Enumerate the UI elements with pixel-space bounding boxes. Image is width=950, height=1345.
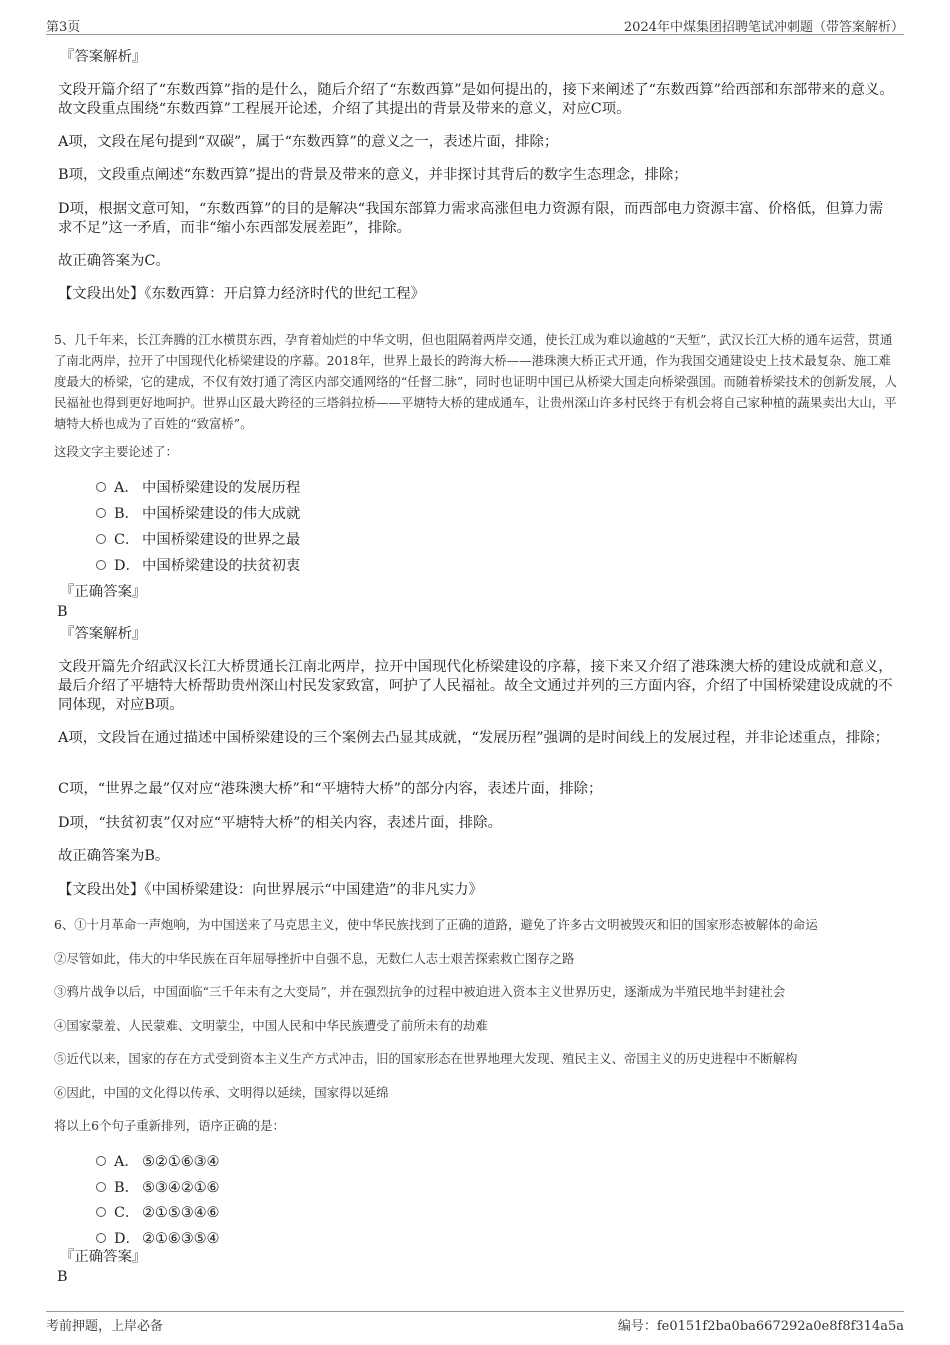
page-number: 第3页 (46, 20, 81, 35)
q4-analysis-main: 文段开篇介绍了“东数西算”指的是什么，随后介绍了“东数西算”是如何提出的，接下来阐述了“东数西算”给西部和东部带来的意义。故文段重点围绕“东数西算”工程展开论述，介绍了其提出的背景及带来的意义，对应C项。 (58, 82, 894, 117)
q6-sentence-6: ⑥因此，中国的文化得以传承、文明得以延续，国家得以延绵 (54, 1085, 389, 1100)
q5-answer: B (57, 604, 68, 620)
q6-answer: B (57, 1269, 68, 1285)
q5-conclusion: 故正确答案为B。 (58, 848, 170, 864)
q4-analysis-a: A项，文段在尾句提到“双碳”，属于“东数西算”的意义之一，表述片面，排除； (58, 134, 559, 150)
footer-doc-id: 编号：fe0151f2ba0ba667292a0e8f8f314a5a (617, 1319, 904, 1334)
q6-option-a[interactable]: A． ⑤②①⑥③④ (96, 1152, 219, 1172)
q6-sentence-5: ⑤近代以来，国家的存在方式受到资本主义生产方式冲击，旧的国家形态在世界地理大发现、殖民主义、帝国主义的历史进程中不断解构 (54, 1051, 798, 1066)
q5-analysis-main: 文段开篇先介绍武汉长江大桥贯通长江南北两岸，拉开中国现代化桥梁建设的序幕，接下来又介绍了港珠澳大桥的建设成就和意义，最后介绍了平塘特大桥帮助贵州深山村民发家致富，呵护了人民福祉。故全文通过并列的三方面内容，介绍了中国桥梁建设成就的不同体现，对应B项。 (58, 659, 893, 713)
radio-icon[interactable] (96, 560, 106, 570)
q5-answer-label: 『正确答案』 (60, 584, 147, 600)
radio-icon[interactable] (96, 1233, 106, 1243)
q6-option-d[interactable]: D． ②①⑥③⑤④ (96, 1229, 219, 1249)
radio-icon[interactable] (96, 1156, 106, 1166)
radio-icon[interactable] (96, 534, 106, 544)
q6-sentence-2: ②尽管如此，伟大的中华民族在百年屈辱挫折中自强不息，无数仁人志士艰苦探索救亡图存之路 (54, 951, 575, 966)
page-header (46, 14, 904, 35)
footer-slogan: 考前押题，上岸必备 (46, 1319, 164, 1334)
q5-analysis-c: C项，“世界之最”仅对应“港珠澳大桥”和“平塘特大桥”的部分内容，表述片面，排除； (58, 781, 603, 797)
q6-answer-label: 『正确答案』 (60, 1249, 147, 1265)
q5-option-b[interactable]: B． 中国桥梁建设的伟大成就 (96, 504, 300, 524)
radio-icon[interactable] (96, 1182, 106, 1192)
q4-analysis-label: 『答案解析』 (60, 49, 147, 65)
q5-source: 【文段出处】《中国桥梁建设：向世界展示“中国建造”的非凡实力》 (58, 882, 483, 898)
q5-analysis-a: A项，文段旨在通过描述中国桥梁建设的三个案例去凸显其成就，“发展历程”强调的是时间线上的发展过程，并非论述重点，排除； (58, 730, 889, 746)
q5-analysis-d: D项，“扶贫初衷”仅对应“平塘特大桥”的相关内容，表述片面，排除。 (58, 815, 502, 831)
q5-option-d[interactable]: D． 中国桥梁建设的扶贫初衷 (96, 556, 300, 576)
q6-sentence-1: 6、①十月革命一声炮响，为中国送来了马克思主义，使中华民族找到了正确的道路，避免了许多古文明被毁灭和旧的国家形态被解体的命运 (54, 917, 818, 932)
q4-source: 【文段出处】《东数西算：开启算力经济时代的世纪工程》 (58, 286, 425, 302)
document-title: 2024年中煤集团招聘笔试冲刺题（带答案解析） (623, 20, 904, 35)
q5-option-c[interactable]: C． 中国桥梁建设的世界之最 (96, 530, 300, 550)
q5-option-a[interactable]: A． 中国桥梁建设的发展历程 (96, 478, 300, 498)
q6-option-c[interactable]: C． ②①⑤③④⑥ (96, 1203, 219, 1223)
q4-analysis-d: D项，根据文意可知，“东数西算”的目的是解决“我国东部算力需求高涨但电力资源有限，而西部电力资源丰富、价格低，但算力需求不足”这一矛盾，而非“缩小东西部发展差距”，排除。 (58, 201, 884, 236)
q6-sentence-3: ③鸦片战争以后，中国面临“三千年未有之大变局”，并在强烈抗争的过程中被迫进入资本主义世界历史，逐渐成为半殖民地半封建社会 (54, 984, 786, 999)
q6-option-b[interactable]: B． ⑤③④②①⑥ (96, 1178, 219, 1198)
q6-question: 将以上6个句子重新排列，语序正确的是： (54, 1118, 285, 1133)
q5-question: 这段文字主要论述了： (54, 444, 178, 459)
q5-stem: 5、几千年来，长江奔腾的江水横贯东西，孕育着灿烂的中华文明，但也阻隔着两岸交通，使长江成为难以逾越的“天堑”，武汉长江大桥的通车运营，贯通了南北两岸，拉开了中国现代化桥梁建设的序幕。2018年，世界上最长的跨海大桥——港珠澳大桥正式开通，作为我国交通建设史上技术最复杂、施工难度最大的桥梁，它的建成，不仅有效打通了湾区内部交通网络的“任督二脉”，同时也证明中国已从桥梁大国走向桥梁强国。而随着桥梁技术的创新发展，人民福祉也得到更好地呵护。世界山区最大跨径的三塔斜拉桥——平塘特大桥的建成通车，让贵州深山许多村民终于有机会将自己家种植的蔬果卖出大山，平塘特大桥也成为了百姓的“致富桥”。 (54, 332, 897, 431)
page-footer (46, 1311, 904, 1334)
radio-icon[interactable] (96, 482, 106, 492)
q4-analysis-b: B项，文段重点阐述“东数西算”提出的背景及带来的意义，并非探讨其背后的数字生态理念，排除； (58, 167, 688, 183)
q4-conclusion: 故正确答案为C。 (58, 253, 170, 269)
radio-icon[interactable] (96, 508, 106, 518)
q6-sentence-4: ④国家蒙羞、人民蒙难、文明蒙尘，中国人民和中华民族遭受了前所未有的劫难 (54, 1018, 488, 1033)
q5-analysis-label: 『答案解析』 (60, 626, 147, 642)
radio-icon[interactable] (96, 1207, 106, 1217)
